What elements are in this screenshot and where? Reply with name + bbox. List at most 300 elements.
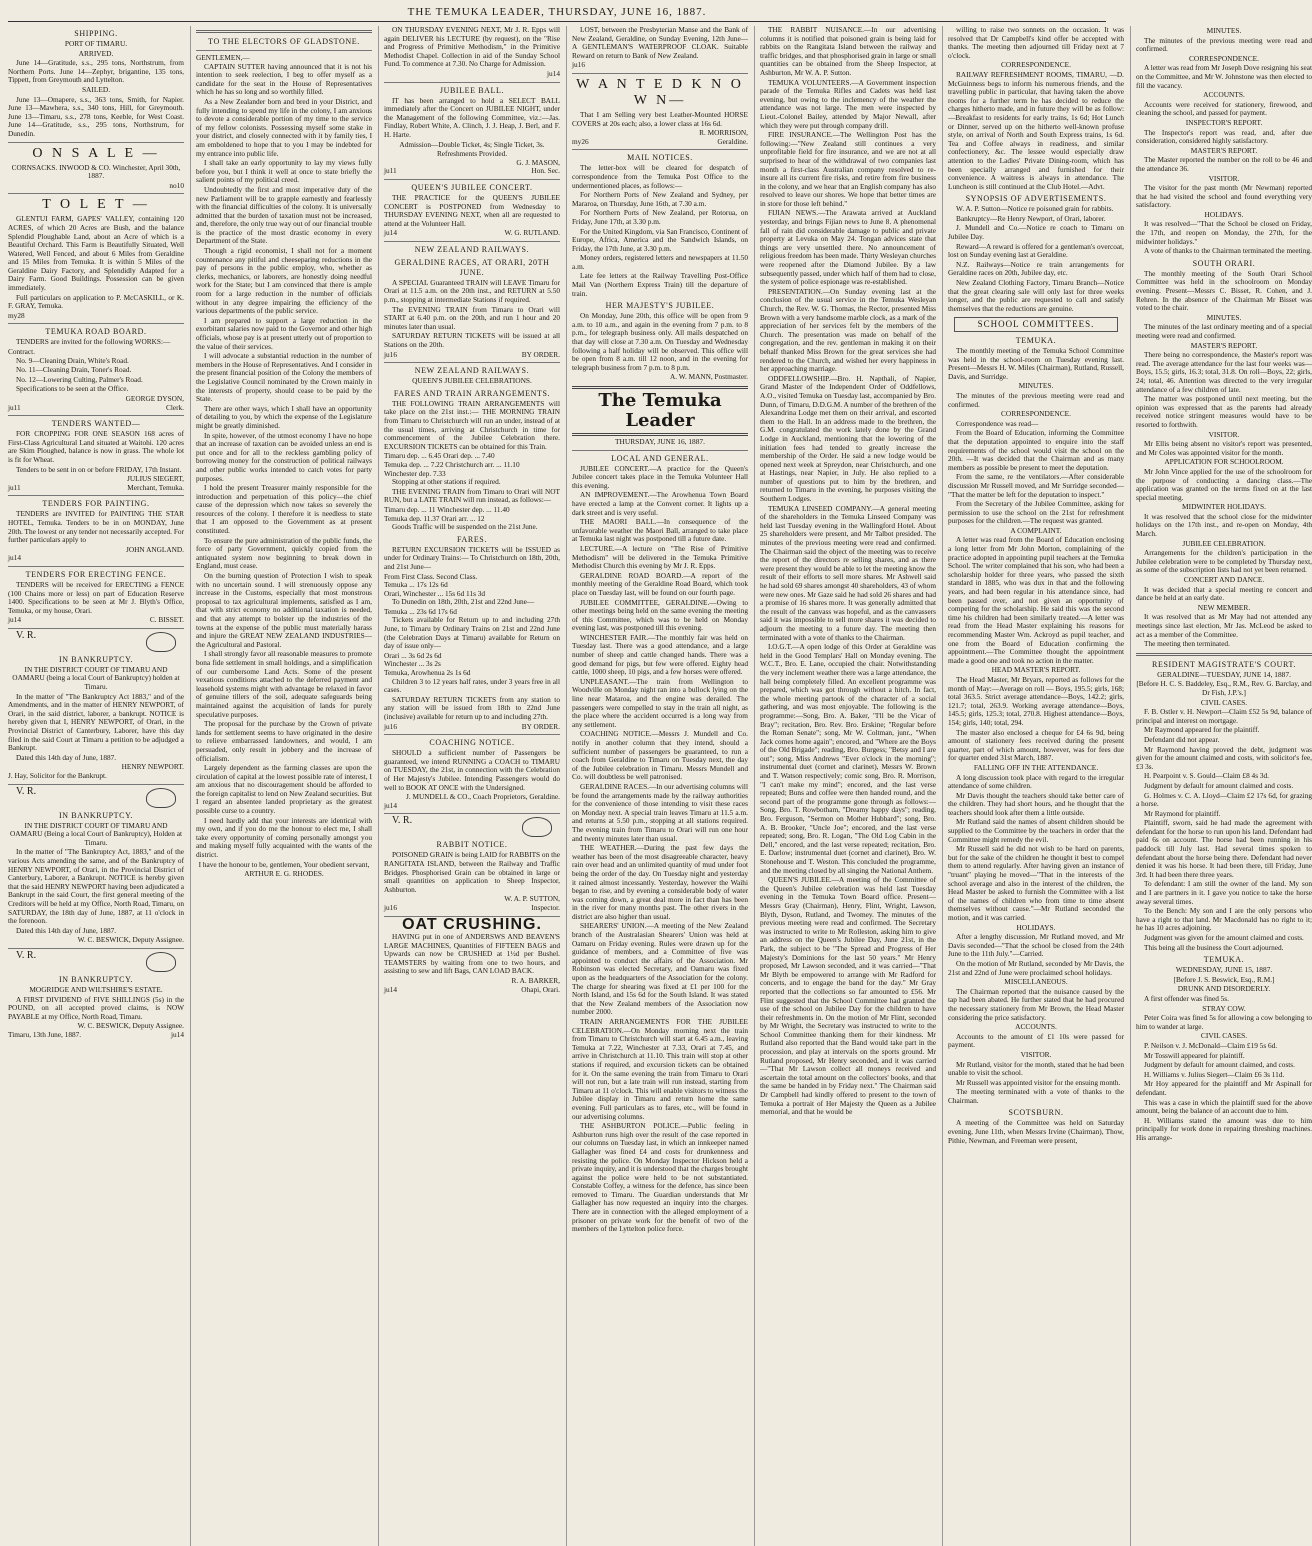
head-master-report-sub: HEAD MASTER'S REPORT.: [991, 665, 1081, 675]
address-para-7: I will advocate a substantial reduction in the number of members in the House of Representatives. And I consider in the present financial position of the Colony the members of the Legislative Council nominated by the Crown mainly in the interests of property, should cease to be paid by the State.: [196, 351, 372, 404]
tolet-body: GLENTUI FARM, GAPES' VALLEY, containing 120 ACRES, of which 20 Acres are Bush, and the balance Splendid Ploughable Land, about an Acre of which is a Beautiful Orchard. This Farm is Beautifully Situated, Well Watered, Well Fenced, and about 6 Miles from Geraldine and 15 Miles from Temuka. It is within 5 Miles of the Geraldine Dairy Factory, and Splendidly Adapted for a Dairy Farm. Good Buildings. Possession can be given immediately.: [8, 214, 184, 293]
misc-sub: MISCELLANEOUS.: [1004, 977, 1068, 987]
races-sign: BY ORDER.: [521, 349, 560, 359]
races-code: ju16: [384, 349, 397, 359]
report-para: The meeting then terminated.: [1144, 639, 1230, 649]
lecture-code: ju14: [547, 68, 560, 78]
master-report-sub: MASTER'S REPORT.: [1190, 145, 1258, 155]
holidays-sub: HOLIDAYS.: [1204, 209, 1244, 219]
address-para-9: In spite, however, of the utmost economy I have no hope that an increase of taxation can be avoided unless an end is put once and for all to the reckless gambling policy of borrowing money for the construction of political railways and other public works intended to catch votes for party purposes.: [196, 430, 372, 483]
wanted-heading: W A N T E D K N O W N—: [576, 76, 744, 108]
bankruptcy-3-estate: MOGRIDGE AND WILTSHIRE'S ESTATE.: [29, 984, 163, 994]
fares2-body: RETURN EXCURSION TICKETS will be ISSUED as under for Ordinary Trains:— To Christchurch on 18th, 20th, and 21st June—: [384, 544, 560, 571]
temuka-school-para: Correspondence was read—: [956, 418, 1039, 428]
wanted-code: my26: [572, 136, 589, 146]
news-item: PRESENTATION.—On Sunday evening last at the conclusion of the usual service in the Temuka Wesleyan Church, the Rev. W. G. Thomas, the Rector, presented Miss Brown with a very handsome marble clock, as a mark of the appreciation of her services felt by the members of the Church. The presentation was made on behalf of the congregation, and the rev. gentleman in making it on their behalf thanked Miss Brown for the great services she had rendered to the Church, and wished her every happiness in her approaching marriage.: [760, 286, 936, 374]
drunk-sub: DRUNK AND DISORDERLY.: [1177, 984, 1271, 994]
address-para-13: I shall strongly favor all reasonable measures to promote bona fide settlement in small holdings, and a simplification of our cumbersome Land Acts. Some of the present vexatious conditions attached to the deferred payment and leasehold systems might with advantage be relaxed in favor of genuine tillers of the soil, adequate safeguards being maintained against the acquisition of lands for purely speculative purposes.: [196, 649, 372, 719]
temuka-school-para: From the Secretary of the Jubilee Committee, asking for permission to use the school on the 21st for refreshment purposes for the children.—The request was granted.: [948, 499, 1124, 526]
court-para: Peter Coira was fined 5s for allowing a cow belonging to him to wander at large.: [1136, 1013, 1312, 1031]
falling-off-para: Mr Russell said he did not wish to be hard on parents, but for the sake of the children he thought it best to compel them to attend regularly. After having given an instance of "truant" playing he moved—"That in the interests of the school average and also in the interest of the children, the Head Master be asked to furnish the Committee with a list of the names of children who from time to time absent themselves without cause."—Mr Rutland seconded the motion, and it was carried.: [948, 844, 1124, 922]
fares-arrangements-heading: FARES AND TRAIN ARRANGEMENTS.: [393, 388, 551, 398]
ball-code: ju11: [384, 166, 397, 176]
tolet-code: my28: [8, 310, 25, 320]
fares-body: THE FOLLOWING TRAIN ARRANGEMENTS will take place on the 21st inst.:— THE MORNING TRAIN from Timaru to Christchurch will run an under, instead of at the usual times, arriving at Christchurch in time for commencement of the Jubilee Celebration there. EXCURSION TICKETS can be obtained for this Train.: [384, 398, 560, 451]
civil-cases-sub: CIVIL CASES.: [1200, 697, 1248, 707]
bankruptcy-3-heading: IN BANKRUPTCY.: [58, 974, 134, 984]
bankruptcy-2-heading: IN BANKRUPTCY.: [58, 810, 134, 820]
address-para-11: To ensure the pure administration of the public funds, the force of party Government, quickly copied from the antiquated system now beginning to break down in England, must cease.: [196, 535, 372, 571]
news-item: FIJIAN NEWS.—The Arawata arrived at Auckland yesterday, and brings Fijian news to June 8. A phenomenal fall of rain did considerable damage to public and private property at Levuka on May 24. Tongan advices state that things are very unsettled there. No announcement of religious freedom has been made. Thirty Wesleyan churches were reopened after the Diamond Jubilee. By a law subsequently passed, under which half of them had to close, the system of police espionage was re-established.: [760, 208, 936, 287]
arrived-list: June 14—Gratitude, s.s., 295 tons, Northstrum, from Northern Ports. June 14—Zephyr, brigantine, 135 tons, Tippett, from Greymouth and Lyttelton.: [8, 58, 184, 85]
bankruptcy-2-body: In the matter of "The Bankruptcy Act, 1883," and of the various Acts amending the same, and of the Bankruptcy of HENRY NEWPORT, of Orari, in the Provincial District of Canterbury, Laborer, a Bankrupt. NOTICE is hereby given that the said HENRY NEWPORT having been adjudicated a Bankrupt in the said Court, the first general meeting of the Creditors will be held at my Office, North Road, Timaru, on SATURDAY, the 18th day of June, 1887, at 11 o'clock in the forenoon.: [8, 847, 184, 926]
roadboard-spec: Specifications to be seen at the Office.: [16, 384, 129, 394]
address-para-4: Undoubtedly the first and most imperative duty of the new Parliament will be to grapple earnestly and fearlessly with the financial difficulties of the colony. It is universally admitted that the burden of taxation must not be increased, and, therefore, the only true way out of our financial trouble is the practice of the most drastic economy in every Department of the State.: [196, 184, 372, 246]
ball-role: Hon. Sec.: [531, 166, 560, 176]
accounts-para: Accounts to the amount of £1 10s were passed for payment.: [948, 1031, 1124, 1050]
head-master-report: The Head Master, Mr Bryars, reported as follows for the month of May:—Average on roll — Boys, 195.5; girls, 168; total 363.5. Strict average attendance—Boys, 142.2; girls, 121.7; total, 263.9. Working average attendance—Boys, 145.5; girls, 125.3; total, 270.8. Highest attendance—Boys, 154; girls, 140; total, 294.: [948, 674, 1124, 727]
electors-address-heading: TO THE ELECTORS OF GLADSTONE.: [208, 37, 360, 46]
rm-court-before: [Before H. C. S. Baddeley, Esq., R.M., Rev. G. Barclay, and Dr Fish, J.P.'s.]: [1136, 679, 1312, 697]
sailed-label: SAILED.: [81, 84, 111, 94]
column-5: [754, 26, 936, 1546]
bankruptcy-1-date: Dated this 14th day of June, 1887.: [16, 752, 117, 762]
royal-crest-icon: [146, 952, 176, 972]
court-para: To the Bench: My son and I are the only persons who have a right to that land. Mr Macdonald has no right to it; he has 10 acres adjoining.: [1136, 906, 1312, 933]
mail-para: For Northern Ports of New Zealand and Sydney, per Mararoa, on Thursday, June 16th, at 7.30 a.m.: [572, 190, 748, 208]
sailed-list: June 13—Omapere, s.s., 363 tons, Smith, for Napier. June 13—Mawhera, s.s., 340 tons, Hill, for Greymouth. June 13—Timaru, s.s., 278 tons, Keeble, for West Coast. June 14—Gratitude, s.s., 295 tons, Northstrum, for Dunedin.: [8, 94, 184, 138]
concert-heading: QUEEN'S JUBILEE CONCERT.: [411, 182, 533, 192]
stray-cow-sub: STRAY COW.: [1202, 1003, 1246, 1013]
wanted-body: That I am Selling very best Leather-Mounted HORSE COVERS at 20s each; also, a lower class at 16s 6d.: [572, 109, 748, 128]
fares-heading: FARES.: [457, 534, 487, 544]
royal-crest-icon: [146, 788, 176, 808]
painting-body: TENDERS are INVITED for PAINTING THE STAR HOTEL, Temuka. Tenders to be in on MONDAY, June 20th. The lowest or any tender not necessarily accepted. For further particulars apply to: [8, 509, 184, 545]
report-para: The visitor for the past month (Mr Newman) reported that he had visited the school and found everything very satisfactory.: [1136, 183, 1312, 210]
report-para: The minutes of the previous meeting were read and confirmed.: [1136, 35, 1312, 54]
correspondence-sub: CORRESPONDENCE.: [1000, 60, 1072, 70]
temuka-school-para: The minutes of the previous meeting were read and confirmed.: [948, 390, 1124, 409]
arrived-label: ARRIVED.: [78, 48, 114, 58]
accounts-sub: ACCOUNTS.: [1203, 90, 1245, 100]
new-member-sub: NEW MEMBER.: [1197, 602, 1251, 612]
jubilee-celebrations-sub: QUEEN'S JUBILEE CELEBRATIONS.: [412, 376, 532, 386]
news-item: TEMUKA LINSEED COMPANY.—A general meeting of the shareholders in the Temuka Linseed Company was held last Tuesday evening in the Wallingford Hotel. About 25 shareholders were present, and Mr Talbot presided. The minutes of the previous meeting were read and confirmed. The Chairman said the object of the meeting was to receive the report of the directors re selling shares, and as there were present they would be able to let the meeting know the result of their efforts to sell more shares. Mr Ashwell said he had sold 69 shares amongst 40 shareholders, 43 of whom were new ones. Mr Gaze said he had sold 26 shares and had a promise of 16 shares more. It was generally admitted that the result of the canvass was hopeful, and as the canvassers said it was impossible to sell more shares it was decided to adjourn the meeting to a future day. The meeting then terminated with a vote of thanks to the Chairman.: [760, 503, 936, 642]
synopsis-item: Bankruptcy—Re Henry Newport, of Orari, laborer.: [956, 213, 1106, 223]
bankruptcy-2-sign: W. C. BESWICK, Deputy Assignee.: [77, 935, 184, 945]
local-item: UNPLEASANT.—The train from Wellington to Woodville on Monday night ran into a bullock lying on the line near Mataroa, and the engine was derailed. The passengers were compelled to stay in the train all night, as the place where the accident occurred is a long way from any settlement.: [572, 676, 748, 729]
master-report-sub: MASTER'S REPORT.: [1190, 340, 1258, 350]
temuka-court-before: [Before J. S. Beswick, Esq., R.M.]: [1173, 974, 1275, 984]
report-para: Mr John Vince applied for the use of the schoolroom for the purpose of conducting a dancing class.—The application was granted on the terms fixed on at the last special meeting.: [1136, 466, 1312, 502]
jubilee-notice-body: On Monday, June 20th, this office will be open from 9 a.m. to 10 a.m., and again in the evening from 7 p.m. to 8 p.m., for telegraph business only. All mails despatched on that day will close at 7.30 a.m. On Tuesday and Wednesday following a half holiday will be observed. This office will be open from 8 a.m. till 12 noon, and in the evening for telegraph business from 7 p.m. to 8 p.m.: [572, 311, 748, 372]
fence-code: ju14: [8, 615, 21, 625]
electors-salutation: GENTLEMEN,—: [196, 53, 250, 62]
tenders-wanted-code: ju11: [8, 482, 21, 492]
report-para: The Master reported the number on the roll to be 46 and the attendance 36.: [1136, 155, 1312, 173]
fence-heading: TENDERS FOR ERECTING FENCE.: [25, 569, 167, 579]
column-6: [942, 26, 1124, 1546]
address-para-1: CAPTAIN SUTTER having announced that it is not his intention to seek reelection, I beg to offer myself as a candidate for the seat in the House of Representatives which he has so long and so worthily filled.: [196, 61, 372, 97]
rabbit-body: POISONED GRAIN is being LAID for RABBITS on the RANGITATA ISLAND, between the Railway and Traffic Bridges. Phosphorised Grain can be obtained in large or small quantities on application to Sheep Inspector, Ashburton.: [384, 850, 560, 894]
falling-off-sub: FALLING OFF IN THE ATTENDANCE.: [973, 762, 1099, 772]
mail-para: For Northern Ports of New Zealand, per Rotorua, on Friday, June 17th, at 3.30 p.m.: [572, 208, 748, 226]
tenders-wanted-body: FOR CROPPING FOR ONE SEASON 168 acres of First-Class Agricultural Land situated at Waitohi. 120 acres are Skim Ploughed, balance is now in grass. The whole lot is fit for Wheat.: [8, 429, 184, 464]
report-para: A vote of thanks to the Chairman terminated the meeting.: [1144, 246, 1312, 256]
races-body: A SPECIAL Guaranteed TRAIN will LEAVE Timaru for Orari at 11.5 a.m. on the 20th inst., and RETURN at 5.50 p.m., stopping at intermediate Stations if required.: [384, 277, 560, 305]
local-item: SHEARERS' UNION.—A meeting of the New Zealand branch of the Australasian Shearers' Union was held at Oamaru on Friday evening. Rules were drawn up for the guidance of members, and a Committee of five was appointed to conduct the affairs of the Association. Mr Robinson was elected Secretary, and Oamaru was fixed upon as the headquarters of the Association for the colony. The charge for shearing was fixed at £1 per 100 for the North Island, and 15s 6d for the South Island. It was stated that the New Zealand members of the Association now number 2000.: [572, 921, 748, 1017]
fares-table-row: Temuka, Arowhenua 2s 1s 6d: [384, 668, 471, 678]
oat-crushing-place: Ohapi, Orari.: [521, 984, 560, 994]
wanted-place: Geraldine.: [717, 136, 748, 146]
fares-table-header: From First Class. Second Class.: [384, 571, 478, 581]
bankruptcy-2-vr: V. R.: [16, 785, 37, 797]
royal-crest-icon: [522, 817, 552, 837]
painting-heading: TENDERS FOR PAINTING.: [42, 499, 150, 509]
local-item: LECTURE.—A lecture on "The Rise of Primitive Methodism" will be delivered in the Temuka Primitive Methodist Church this evening by Mr J. R. Epps.: [572, 543, 748, 571]
scotsburn-para: A meeting of the Committee was held on Saturday evening, June 11th, when Messrs Irvine (Chairman), Thow, Pithie, Newman, and Freeman were present,: [948, 1118, 1124, 1145]
court-para: F. B. Ostler v. H. Newport—Claim £52 5s 9d, balance of principal and interest on mortgage.: [1136, 707, 1312, 725]
shipping-heading: SHIPPING.: [74, 29, 118, 38]
report-para: Arrangements for the children's participation in the Jubilee celebration were to be completed by Thursday next, as some of the subscription lists had not yet been returned.: [1136, 548, 1312, 575]
temuka-court-heading: TEMUKA.: [1203, 955, 1245, 965]
tenders-wanted-heading: TENDERS WANTED—: [51, 419, 141, 429]
head-master-report-2: The master also enclosed a cheque for £4 6s 9d, being amount of stationery fees received during the present quarter, part of which amount, however, was for fees due for quarter ended 31st March, 1887.: [948, 727, 1124, 763]
concert-dance-sub: CONCERT AND DANCE.: [1183, 575, 1265, 585]
report-para: The minutes of the last ordinary meeting and of a special meeting were read and confirmed.: [1136, 322, 1312, 340]
concert-body: THE PRACTICE for the QUEEN'S JUBILEE CONCERT is POSTPONED from Wednesday to THURSDAY EVENING NEXT, when all are requested to attend at the Volunteer Hall.: [384, 192, 560, 228]
complaint-para: A letter was read from the Board of Education enclosing a long letter from Mr John Morton, complaining of the practice adopted in appointing pupil teachers at the Temuka School. The writer complained that his son, who had been a scholarship holder for three years, who passed the sixth standard in 1885, who was dux in that and the following years, and had been regular in his attendance since, had been passed over, and not given an opportunity of competing for the scholarship. He said this was the second time his children had been similarly treated.—A letter was read from the Head Master explaining his reasons for recommending Master Wm. Ackroyd as pupil teacher, and one from the Board of Education confirming the appointment.—The Committee thought the appointment made a good one and took no action in the matter.: [948, 535, 1124, 665]
complaint-sub: A COMPLAINT.: [1010, 525, 1062, 535]
news-item: willing to raise two sonnets on the occasion. It was resolved that Dr Campbell's kind offer be accepted with thanks. The meeting then adjourned till Friday next at 7 o'clock.: [948, 25, 1124, 60]
holidays-para: After a lengthy discussion, Mr Rutland moved, and Mr Davis seconded—"That the school be closed from the 24th June to the 11th July."—Carried.: [948, 932, 1124, 959]
mail-heading: MAIL NOTICES.: [627, 153, 693, 163]
painting-sign: JOHN ANGLAND.: [126, 544, 184, 554]
races-heading: GERALDINE RACES, AT ORARI, 20TH JUNE.: [394, 257, 550, 277]
column-3: [378, 26, 560, 1546]
local-item: AN IMPROVEMENT.—The Arowhenua Town Board have erected a lamp at the Convent corner. It lights up a dark street and is very useful.: [572, 490, 748, 517]
correspondence-sub: CORRESPONDENCE.: [1000, 409, 1072, 419]
report-para: The monthly meeting of the South Orari School Committee was held in the schoolroom on Monday evening. Present—Messrs C. Bisset, R. Cohen, and J. Rehren. In the absence of the Chairman Mr Bisset was voted to the chair.: [1136, 268, 1312, 313]
rm-court-place: GERALDINE—TUESDAY, JUNE 14, 1887.: [1157, 669, 1291, 679]
temuka-school-heading: TEMUKA.: [1015, 336, 1057, 345]
bankruptcy-1-solicitor: J. Hay, Solicitor for the Bankrupt.: [8, 771, 107, 780]
address-sign: ARTHUR E. G. RHODES.: [244, 869, 324, 879]
tenders-wanted-sign: JULIUS SIEGERT,: [127, 474, 184, 484]
timetable-row: Temuka dep. ... 7.22 Christchurch arr. ... 11.10: [384, 459, 520, 469]
saturday-sign: BY ORDER.: [521, 721, 560, 731]
court-para: Mr Tosswill appeared for plaintiff.: [1144, 1050, 1245, 1060]
falling-off-para: Mr Rutland said the names of absent children should be supplied to the Committee by the teachers in order that the Committee might remedy the evil.: [948, 817, 1124, 844]
tenders-wanted-role: Merchant, Temuka.: [127, 482, 184, 492]
fares-table-row: Temuka ... 17s 12s 6d: [384, 580, 448, 590]
news-item: TEMUKA VOLUNTEERS.—A Government inspection parade of the Temuka Rifles and Cadets was held last evening, but owing to the inclemency of the weather the attendance was not large. The men were inspected by Lieut.-Colonel Bailey, attended by Major Newall, after which they were put through company drill.: [760, 77, 936, 130]
concert-code: ju14: [384, 228, 397, 238]
temuka-school-para: From the same, re the ventilators.—After considerable discussion Mr Russell moved, and Mr Surridge seconded— "That the matter be left for the deputation to inspect.": [948, 472, 1124, 499]
bankruptcy-2-date: Dated this 14th day of June, 1887.: [16, 925, 117, 935]
falling-off-para: Mr Davis thought the teachers should take better care of the children. They had short hours, and he thought that the teachers should look after them a little outside.: [948, 790, 1124, 817]
concert-sign: W. G. RUTLAND.: [504, 228, 560, 238]
jubilee-notice-sign: A. W. MANN, Postmaster.: [669, 372, 748, 382]
bankruptcy-3-body: A FIRST DIVIDEND of FIVE SHILLINGS (5s) in the POUND, on all accepted proved claims, is NOW PAYABLE at my Office, North Road, Timaru.: [8, 994, 184, 1021]
report-para: It was resolved—"That the School be closed on Friday, the 17th, and reopen on Monday, the 27th, for the midwinter holidays.": [1136, 219, 1312, 246]
court-para: This was a case in which the plaintiff sued for the above amount, being the balance of an account due to him.: [1136, 1097, 1312, 1116]
address-close: I have the honour to be, gentlemen, Your obedient servant,: [198, 859, 370, 869]
bankruptcy-1-court: IN THE DISTRICT COURT OF TIMARU AND OAMARU (being a local Court of Bankruptcy) holden at Timaru.: [12, 664, 180, 692]
mail-para: Late fee letters at the Railway Travelling Post-Office Mail Van (Northern Express Train) till the departure of train.: [572, 271, 748, 298]
report-para: Accounts were received for stationery, firewood, and cleaning the school, and passed for payment.: [1136, 99, 1312, 118]
court-para: P. Neilson v. J. McDonald—Claim £19 5s 6d.: [1144, 1040, 1278, 1050]
local-item: JUBILEE CONCERT.—A practice for the Queen's Jubilee concert takes place in the Temuka Volunteer Hall this evening.: [572, 463, 748, 490]
court-para: Mr Raymond appeared for the plaintiff.: [1144, 725, 1260, 735]
falling-off-para: A long discussion took place with regard to the irregular attendance of some children.: [948, 772, 1124, 791]
visitor-sub: VISITOR.: [1208, 173, 1240, 183]
report-para: It was decided that a special meeting re concert and dance be held at an early date.: [1136, 584, 1312, 603]
local-item: THE ASHBURTON POLICE.—Public feeling in Ashburton runs high over the result of the case reported in our columns on Tuesday last, in which an innkeeper named Gallagher was fined £4 and costs for drunkenness and resisting the police. On Monday Inspector Hickson held a private inquiry, and it is understood that the charges brought against the police were held to be not substantiated. Constable Coffey, a witness for the defence, has since been removed to Timaru. The Guardian understands that Mr Gallagher has now requested an inquiry into the charges. There are in connection with the alleged employment of a prisoner on private work for the benefit of two of the members of the Lyttelton police force.: [572, 1121, 748, 1234]
bankruptcy-1-sign: HENRY NEWPORT.: [121, 762, 184, 772]
news-item: FIRE INSURANCE.—The Wellington Post has the following:—"New Zealand still continues a very unprofitable field for fire insurance, and we are not at all surprised to hear of the withdrawal of two companies last month a first-class Australian company resolved to re-insure all its current fire risks, and retire from fire business in the colony, and we hear that an English company has also resolved to leave our shores. We hope that better times are in store for those left behind.": [760, 130, 936, 208]
lost-code: ju16: [572, 60, 585, 70]
court-para: H. Williams stated the amount was due to him principally for work done in repairing threshing machines. His arrange-: [1136, 1115, 1312, 1142]
timetable-row: Winchester dep. 7.33: [384, 468, 446, 478]
roadboard-item-1: No. 9—Cleaning Drain, White's Road.: [16, 355, 129, 365]
fares3-body: To Dunedin on 18th, 20th, 21st and 22nd June—: [392, 597, 535, 607]
ball-refresh: Refreshments Provided.: [436, 149, 508, 159]
minutes-sub: MINUTES.: [1018, 381, 1054, 391]
inspector-report-sub: INSPECTOR'S REPORT.: [1185, 117, 1263, 127]
rabbit-vr: V. R.: [392, 815, 413, 827]
court-para: Mr Raymond having proved the debt, judgment was given for the amount claimed and costs, with solicitor's fee, £3 3s.: [1136, 744, 1312, 771]
local-item: COACHING NOTICE.—Messrs J. Mundell and Co. notify in another column that they intend, should a sufficient number of passengers be guaranteed, to run a coach from Geraldine to Timaru on Tuesday next, the day of the Jubilee celebration in Timaru. Messrs Mundell and Co. will doubtless be well patronised.: [572, 729, 748, 782]
news-item: RAILWAY REFRESHMENT ROOMS, TIMARU, —D. McGuinness begs to inform his numerous friends, and the travelling public in particular, that having taken the above rooms for a further term he has decided to reduce the charges hitherto made, and in future they will be as follow:—Breakfast to residents for early trains, 1s 6d; Hot Lunch or Dinner, served up on the hitherto well-known profuse style, on arrival of North and South Express trains, 1s 6d. Tea and Coffee always in readiness, and similar confectionery, &c. The lessee would especially draw attention to the Ladies' Private Dining-room, which has been specially arranged and furnished for their convenience. A waitress is always in attendance. The Luncheon is still continued at the Club Hotel.—Advt.: [948, 69, 1124, 191]
holidays-sub: HOLIDAYS.: [1016, 922, 1056, 932]
bankruptcy-3-date: Timaru, 13th June, 1887.: [8, 1029, 82, 1039]
oat-crushing-code: ju14: [384, 984, 397, 994]
local-item: TRAIN ARRANGEMENTS FOR THE JUBILEE CELEBRATION.—On Monday morning next the train from Timaru to Christchurch will start at 6.45 a.m., leaving Temuka at 7.22, Winchester at 7.33, Orari at 7.45, and arrive in Christchurch at 11.10. This train will stop at other stations if required, and excursion tickets can be obtained for it. On the same evening the train from Timaru to Orari will not run, but a late train will run instead, starting from Timaru at 11 o'clock. This will enable visitors to witness the Jubilee display in Timaru and return home the same evening. Full particulars as to fares, etc., will be found in our advertising columns.: [572, 1017, 748, 1121]
court-para: Plaintiff, sworn, said he had made the agreement with defendant for the horse to run upon his land. Defendant had paid 6s on account. The horse had been running in his paddock till July last. Had several times spoken to defendant about the horse being there. Defendant had never denied it was his horse. It had been there, till Friday, June 3rd. It had been there three years.: [1136, 818, 1312, 879]
news-item: QUEEN'S JUBILEE.—A meeting of the Committee of the Queen's Jubilee celebration was held last Tuesday evening in the Temuka Town Board office. Present—Messrs Gray (Chairman), Henry, Flint, Wright, Lawson, Blyth, Dyson, Rutland, and Twomey. The minutes of the previous meeting were read and confirmed. The Secretary was instructed to write to Mr Rolleston, asking him to give an address on the Queen's Jubilee Day, June 21st, in the Park, the subject to be "The Spread and Progress of Her Majesty's Dominions for the last 50 years." Mr Henry proposed, Mr Lawson seconded, and it was carried—"That Mr Blyth be empowered to arrange with Mr Radford for concerts, and to engage the band for the day." Mr Gray reported that the collections so far amounted to £56. Mr Flint suggested that the School Committee had granted the use of the school on Jubilee Day for the children to have their refreshments in. On the motion of Mr Flint, seconded by Mr Wright, the Secretary was instructed to write to the School Committee thanking them for their kindness. Mr Rutland also reported that the Band would take part in the procession, and play at intervals on the sports ground. Mr Rutland proposed, Mr Henry seconded, and it was carried—"That Mr Lawson collect all moneys received and ascertain the total amount on the collectors' books, and that the same be handed in by Friday next." The Chairman said Dr Campbell had kindly offered to present to the town of Temuka a portrait of Her Majesty the Queen as a Jubilee memorial, and that he would be: [760, 875, 936, 1117]
rabbit-sign: W. A. P. SUTTON,: [504, 894, 560, 904]
coaching-code: ju14: [384, 800, 397, 810]
roadboard-sign: GEORGE DYSON,: [125, 394, 184, 403]
address-para-15: Largely dependent as the farming classes are upon the circulation of capital at the lowest possible rate of interest, I am anxious that no discouragement should be afforded to the foreign capitalist to lend on New Zealand securities. But I regard an absentee landed proprietary as the greatest possible curse to a country.: [196, 763, 372, 816]
columns: [8, 25, 1312, 1546]
local-general-heading: LOCAL AND GENERAL.: [611, 453, 709, 463]
mail-para: For the United Kingdom, via San Francisco, Continent of Europe, Africa, America and the Sandwich Islands, on Friday, the 17th June, at 3.30 p.m.: [572, 226, 748, 253]
court-para: Judgment by default for amount claimed, and costs.: [1144, 1060, 1295, 1070]
court-para: Judgment was given for the amount claimed and costs.: [1144, 933, 1304, 942]
synopsis-item: N.Z. Railways—Notice re train arrangements for Geraldine races on 20th, Jubilee day, etc.: [948, 259, 1124, 278]
news-item: I.O.G.T.—A open lodge of this Order at Geraldine was held in the Good Templars' Hall on Monday evening. The W.C.T., Bro. E. Lane, occupied the chair. Notwithstanding the very inclement weather there was a large attendance, the hall being completely filled. An excellent programme was prepared, which was got through without a hitch. In fact, the whole meeting partook of the character of a social gathering, and was most enjoyable. The following is the programme:—Song, Bro. A. Baker, "I'll be the Vicar of Bray"; recitation, Bro. Rev. Bro. Erskine; "Regular before the Roman Senate"; song, Mr W. Coltman, junr., "When Jack comes home again"; encored, and "Where are the Boys of the Old Brigade"; reading, Bro. Burgess; "Betsy and I are out"; song, Miss Andrews "Ever o'clock in the morning"; instrumental duet (cornet and clarinet), Messrs W. Brown and T. Watson respectively; comic song, Bro. R. Morrison, "I can't make my mind"; encored, and the last verse repeated; Buns and coffee were then handed round, and the second part of the programme gone through as follows:—Song, Bro. T. Rowbotham, "Dreamy happy days"; reading, Bro. Ferguson, "Sermon on Mother Hubbard"; song, Bro. A. B. Brooker, "Uncle Joe"; encored, and the last verse repeated; song, Bro. R. Logan, "The Old Log Cabin in the Dell," encored, and the last verse repeated; recitation, Bro. E. Darlow; instrumental duet (cornet and clarinet), Bro. W. Stonehouse and T. Weston. This concluded the programme, and the meeting closed by all singing the National Anthem.: [760, 642, 936, 875]
tenders-wanted-close: Tenders to be sent in on or before FRIDAY, 17th Instant.: [16, 464, 182, 474]
lecture-body: ON THURSDAY EVENING NEXT, Mr J. R. Epps will again DELIVER his LECTURE (by request), on the "Rise and Progress of Primitive Methodism," in the Primitive Methodist Chapel. Collection in aid of the Sunday School Fund. To commence at 7.30. No Charge for Admission.: [384, 25, 560, 69]
bankruptcy-1-heading: IN BANKRUPTCY.: [58, 654, 134, 664]
court-para: Mr Raymond for plaintiff.: [1144, 808, 1221, 818]
court-para: This being all the business the Court adjourned.: [1144, 942, 1284, 952]
visitor-para: The meeting terminated with a vote of thanks to the Chairman.: [948, 1087, 1124, 1105]
report-para: The matter was postponed until next meeting, but the opinion was expressed that as the parents had already received notice stringent measures would have to be resorted to forthwith.: [1136, 394, 1312, 429]
tolet-title: T O L E T —: [42, 197, 150, 213]
address-para-14: The proposal for the purchase by the Crown of private lands for settlement seems to have originated in the desire to relieve embarrassed landowners, and would, I am persuaded, only result in jobbery and the increase of officialism.: [196, 719, 372, 763]
correspondence-sub: CORRESPONDENCE.: [1188, 53, 1260, 63]
rabbit-code: ju16: [384, 902, 397, 912]
local-item: THE MAORI BALL.—In consequence of the unfavorable weather the Maori Ball, arranged to take place at Temuka last night was postponed till a future date.: [572, 517, 748, 544]
rabbit-heading: RABBIT NOTICE.: [436, 840, 508, 850]
roadboard-heading: TEMUKA ROAD BOARD.: [45, 327, 147, 337]
address-para-3: I shall take an early opportunity to lay my views fully before you, but I think it well at once to state briefly the salient points of my political creed.: [196, 158, 372, 185]
column-1: [8, 26, 184, 1546]
saturday-code: ju16: [384, 721, 397, 731]
address-para-8: There are other ways, which I shall have an opportunity of detailing to you, by which the expense of the Legislature might be greatly diminished.: [196, 403, 372, 430]
ball-admission: Admission—Double Ticket, 4s; Single Ticket, 3s.: [399, 139, 545, 149]
visitor-para: Mr Rutland, visitor for the month, stated that he had been unable to visit the school.: [948, 1059, 1124, 1078]
address-para-2: As a New Zealander born and bred in your District, and fully intending to spend my life in the colony, I am anxious to devote a considerable portion of my time to the service of my fellow colonists. Possessing myself some stake in your district, and closely connected with it by family ties, I am emboldened to hope that to you I may be indebted for my entrance into public life.: [196, 96, 372, 158]
edition-date: THURSDAY, JUNE 16, 1887.: [615, 437, 705, 446]
ball-body: IT has been arranged to hold a SELECT BALL immediately after the Concert on JUBILEE NIGHT, under the Management of the following Committee, viz.:—Jas. Findlay, Robert White, A. Clinch, J. J. Heap, J. Berl, and F. H. Harte.: [384, 95, 560, 139]
temuka-school-para: The monthly meeting of the Temuka School Committee was held in the school-room on Tuesday evening last. Present—Messrs H. W. Miles (Chairman), Rutland, Russell, Davis, and Surridge.: [948, 346, 1124, 381]
column-7: [1130, 26, 1312, 1546]
local-item: GERALDINE ROAD BOARD.—A report of the monthly meeting of the Geraldine Road Board, which took place on Tuesday last, will be found on our fourth page.: [572, 570, 748, 597]
report-para: Mr Ellis being absent no visitor's report was presented, and Mr Coles was appointed visitor for the month.: [1136, 439, 1312, 457]
report-para: The Inspector's report was read, and, after due consideration, considered highly satisfactory.: [1136, 127, 1312, 146]
news-item: THE RABBIT NUISANCE.—In our advertising columns it is notified that poisoned grain is being laid for rabbits on the Rangitata Island between the railway and traffic bridges, and that phosphorised grain in large or small quantities can be obtained from the Sheep Inspector, at Ashburton, Mr W. A. P. Sutton.: [760, 25, 936, 77]
oat-crushing-body: HAVING put in one of ANDERSWS AND BEAVEN'S LARGE MACHINES, Quantities of FIFTEEN BAGS and Upwards can now be CRUSHED at 1½d per Bushel. TEAMSTERS by waiting from one to two hours, and assisting to sew and lift Bags, CAN LOAD BACK.: [384, 932, 560, 976]
roadboard-intro: TENDERS are invited for the following WORKS:—: [16, 337, 171, 347]
bankruptcy-2-court: IN THE DISTRICT COURT OF TIMARU AND OAMARU (Being a local Court of Bankruptcy), Holden at Timaru.: [9, 820, 183, 847]
bankruptcy-3-sign: W. C. BESWICK, Deputy Assignee.: [77, 1021, 184, 1031]
port-heading: PORT OF TIMARU.: [64, 39, 128, 48]
coaching-sign: J. MUNDELL & CO., Coach Proprietors, Geraldine.: [406, 792, 560, 802]
minutes-sub: MINUTES.: [1206, 312, 1242, 322]
address-para-12: On the burning question of Protection I wish to speak with no uncertain sound. I will strenuously oppose any increase in the Customs, especially that most monstrous proposal to tax agricultural implements, satisfied as I am, that with strict economy no additional taxation is needed, and that any attempt to bolster up the industries of the towns at the expense of the public must materially harass and injure the GREAT NEW ZEALAND INDUSTRIES—the Agricultural and Pastoral.: [196, 571, 372, 649]
court-para: H. Williams v. Julius Siegert—Claim £6 3s 11d.: [1144, 1069, 1285, 1079]
column-4: [566, 26, 748, 1546]
onsale-code: no10: [169, 180, 184, 190]
visitor-sub: VISITOR.: [1208, 429, 1240, 439]
onsale-body: CORNSACKS. INWOOD & CO. Winchester, April 30th, 1887.: [11, 162, 181, 181]
fares-table-row: Winchester ... 3s 2s: [384, 659, 441, 669]
fares-table-row: Temuka ... 23s 6d 17s 6d: [384, 606, 457, 616]
coaching-heading: COACHING NOTICE.: [429, 738, 515, 748]
bankruptcy-1-vr: V. R.: [16, 629, 37, 641]
roadboard-item-3: No. 12—Lowering Culting, Palmer's Road.: [16, 374, 143, 384]
jubilee-celebration-sub: JUBILEE CELEBRATION.: [1182, 538, 1266, 548]
civil-cases-sub: CIVIL CASES.: [1200, 1031, 1248, 1041]
synopsis-item: New Zealand Clothing Factory, Timaru Branch—Notice that the great clearing sale will only last for three weeks longer, and the public are requested to call and satisfy themselves that the reductions are genuine.: [948, 278, 1124, 313]
mail-para: Money orders, registered letters and newspapers at 11.50 a.m.: [572, 253, 748, 271]
synopsis-item: Reward—A reward is offered for a gentleman's overcoat, lost on Sunday evening last at Geraldine.: [948, 241, 1124, 260]
accounts-sub: ACCOUNTS.: [1015, 1022, 1057, 1032]
news-item: ODDFELLOWSHIP.—Bro. H. Napthali, of Napier, Grand Master of the Independent Order of Oddfellows, A.O., visited Temuka on Tuesday last, accompanied by Bro. Dunn, of Timaru, D.D.G.M. A number of the brethren of the Alexandrina Lodge met them on their arrival, and escorted them to the Hall. In an address made to the brethren, the G.M. congratulated the work lately done by the Grand Lodge in Auckland, mentioning that the lowering of the initiation fees had tended to greatly increase the membership of the Order. He said a new lodge would be opened next week at Spreydon, near Christchurch, and one at Hastings, near Napier, in July. He also replied to a number of questions put to him by the brethren, and returned to Timaru in the evening, he purposes visiting the Southern Lodges.: [760, 373, 936, 504]
column-2: [190, 26, 372, 1546]
court-para: G. Holmes v. C. A. Lloyd—Claim £2 17s 6d, for grazing a horse.: [1136, 790, 1312, 809]
tolet-apply: Full particulars on application to P. McCASKILL, or K. F. GRAY, Temuka.: [8, 292, 184, 311]
address-para-6: I am prepared to support a large reduction in the exorbitant salaries now paid to the Governor and other high officials, whose pay is at present utterly out of proportion to the value of their services.: [196, 315, 372, 351]
holidays-para: On the motion of Mr Rutland, seconded by Mr Davis, the 21st and 22nd of June were proclaimed school holidays.: [948, 958, 1124, 977]
saturday-return: SATURDAY RETURN TICKETS from any station to any station will be issued from 18th to 22nd June (inclusive) available for return up to and including 27th.: [384, 694, 560, 721]
royal-crest-icon: [146, 632, 176, 652]
ball-heading: JUBILEE BALL.: [439, 85, 505, 95]
fares-goods: Goods Traffic will be suspended on the 21st June.: [392, 522, 538, 532]
railways-1-heading: NEW ZEALAND RAILWAYS.: [414, 244, 530, 254]
fares-table-row: Orari, Winchester ... 15s 6d 11s 3d: [384, 588, 486, 598]
local-item: WINCHESTER FAIR.—The monthly fair was held on Tuesday last. There was a good attendance, and a large number of sheep and cattle changed hands. There was a good demand for pigs, but few were offered. Eighty head cattle, 1000 sheep, 10 pigs, and a few horses were offered.: [572, 632, 748, 677]
fence-body: TENDERS will be received for ERECTING a FENCE (100 Chains more or less) on part of Education Reserve 1400. Specifications to be seen at Mr J. Blyth's Office, Temuka, or my house, Orari.: [8, 579, 184, 615]
local-item: GERALDINE RACES.—In our advertising columns will be found the arrangements made by the railway authorities for the convenience of those intending to visit these races on Monday next. A special train leaves Timaru at 11.5 a.m. and returns at 5.50 p.m., stopping at all stations required. The evening train from Timaru to Orari will run one hour and twenty minutes later than usual.: [572, 781, 748, 843]
roadboard-item-2: No. 11—Cleaning Drain, Toner's Road.: [16, 365, 132, 375]
roadboard-contract: Contract.: [8, 347, 35, 357]
fares4-note: Children 3 to 12 years half rates, under 3 years free in all cases.: [384, 676, 560, 695]
bankruptcy-3-vr: V. R.: [16, 949, 37, 961]
midwinter-holidays-sub: MIDWINTER HOLIDAYS.: [1182, 502, 1266, 512]
court-para: Mr Hoy appeared for the plaintiff and Mr Aspinall for defendant.: [1136, 1079, 1312, 1097]
temuka-court-date: WEDNESDAY, JUNE 15, 1887.: [1175, 965, 1273, 975]
oat-crushing-heading: OAT CRUSHING.: [402, 915, 542, 933]
report-para: A letter was read from Mr Joseph Dove resigning his seat on the Committee, and Mr W. Johnstone was then elected to fill the vacancy.: [1136, 63, 1312, 90]
school-committees-box: SCHOOL COMMITTEES.: [954, 317, 1118, 332]
ball-sign: G. J. MASON,: [516, 157, 560, 167]
late-timetable-row: Temuka dep. 11.37 Orari arr. ... 12: [384, 513, 485, 523]
bankruptcy-3-code: ju14: [171, 1029, 184, 1039]
court-para: To defendant: I am still the owner of the land. My son and I are partners in it. I gave you notice to take the horse away several times.: [1136, 879, 1312, 906]
races-evening: The EVENING TRAIN from Timaru to Orari will START at 6.40 p.m. on the 20th, and run 1 hour and 20 minutes later than usual.: [384, 304, 560, 331]
south-orari-heading: SOUTH ORARI.: [1192, 258, 1256, 268]
court-para: A first offender was fined 5s.: [1144, 993, 1229, 1003]
onsale-title: O N S A L E —: [32, 145, 160, 161]
railways-2-heading: NEW ZEALAND RAILWAYS.: [414, 366, 530, 376]
synopsis-item: J. Mundell and Co.—Notice re coach to Timaru on Jubilee Day.: [948, 223, 1124, 242]
fares-table-row: Orari ... 3s 6d 2s 6d: [384, 650, 442, 660]
visitor-sub: VISITOR.: [1020, 1049, 1052, 1059]
rm-court-heading: RESIDENT MAGISTRATE'S COURT.: [1152, 659, 1296, 669]
coaching-body: SHOULD a sufficient number of Passengers be guaranteed, we intend RUNNING a COACH to TIMARU on TUESDAY, the 21st, in connection with the Celebration of Her Majesty's Jubilee. Intending Passengers would do well to BOOK AT ONCE with the Undersigned.: [384, 748, 560, 792]
misc-para: The Chairman reported that the nuisance caused by the tap had been abated. He further stated that he had procured the necessary stationery from Mr Brown, the Head Master considering the price satisfactory.: [948, 986, 1124, 1022]
timetable-row: Timaru dep. ... 6.45 Orari dep. ... 7.40: [384, 451, 495, 461]
court-para: Judgment by default for amount claimed and costs.: [1144, 780, 1294, 790]
jubilee-notice-heading: HER MAJESTY'S JUBILEE.: [605, 301, 715, 311]
court-para: H. Pearpoint v. S. Gould—Claim £8 4s 3d.: [1144, 771, 1269, 781]
mail-para: The letter-box will be cleared for despatch of correspondence from the Temuka Post Office to the undermentioned places, as follows:—: [572, 163, 748, 190]
painting-code: ju14: [8, 553, 21, 563]
fence-sign: C. BISSET.: [149, 615, 184, 625]
roadboard-role: Clerk.: [165, 402, 184, 412]
report-para: There being no correspondence, the Master's report was read. The average attendance for the last four weeks was—Boys, 15.5; girls, 16.3; total, 31.8. On roll—Boys, 22; girls, 24; total, 46. Attention was directed to the very irregular attendance of a few children of late.: [1136, 350, 1312, 394]
masthead: THE TEMUKA LEADER, THURSDAY, JUNE 16, 1887.: [8, 4, 1106, 22]
visitor-para: Mr Russell was appointed visitor for the ensuing month.: [956, 1077, 1121, 1087]
newspaper-logo: The Temuka Leader: [572, 386, 748, 436]
roadboard-code: ju11: [8, 402, 21, 412]
scotsburn-heading: SCOTSBURN.: [1008, 1108, 1064, 1118]
synopsis-heading: SYNOPSIS OF ADVERTISEMENTS.: [965, 194, 1107, 204]
address-para-16: I need hardly add that your interests are identical with my own, and if you do me the honour to elect me, I shall take every opportunity of coming personally amongst you and making myself fully acquainted with the wants of the district.: [196, 815, 372, 860]
temuka-school-para: From the Board of Education, informing the Committee that the deputation appointed to enquire into the staff requirements of the school would visit the school on the 20th. —It was decided that the Chairman and as many members as possible be present to meet the deputation.: [948, 428, 1124, 472]
local-item: JUBILEE COMMITTEE, GERALDINE.—Owing to other meetings being held on the same evening the meeting of this Committee, which was to be held on Monday evening last, was postponed till this evening.: [572, 597, 748, 633]
rabbit-role: Inspector.: [531, 902, 560, 912]
fares4-body: Tickets available for Return up to and including 27th June, to Timaru by Ordinary Trains on 21st and 22nd June (the Celebration Days at Timaru) available for Return on day of issue only—: [384, 615, 560, 651]
wanted-sign: R. MORRISON,: [699, 128, 748, 138]
minutes-sub: MINUTES.: [1206, 26, 1242, 35]
report-para: It was resolved that the school close for the midwinter holidays on the 17th inst., and re-open on Monday, 4th March.: [1136, 511, 1312, 539]
local-item: THE WEATHER.—During the past few days the weather has been of the most disagreeable character, heavy rain over head and an unlimited quantity of mud under foot being the order of the day. On Tuesday night and yesterday it rained almost incessantly. Yesterday, however the Waihi began to rise, and by evening a considerable body of water was coming down, a great deal more in fact than has been in the river for many months past. The other rivers in the district are also higher than usual.: [572, 843, 748, 921]
races-saturday: SATURDAY RETURN TICKETS will be issued at all Stations on the 20th.: [384, 331, 560, 350]
oat-crushing-sign: R. A. BARKER,: [511, 976, 560, 986]
bankruptcy-1-body: In the matter of "The Bankruptcy Act 1883," and of the Amendments, and in the matter of HENRY NEWPORT, of Orari, in the said district, laborer, a bankrupt. NOTICE is hereby given that I, HENRY NEWPORT, of Orari, in the Provincial District of Canterbury, Laborer, have this day filed in the said Court at Timaru a petition to be adjudged a Bankrupt.: [8, 691, 184, 753]
address-para-10: I hold the present Treasurer mainly responsible for the introduction and perpetuation of this policy—the chief cause of the depression which now takes so severely the resources of the colony. I therefore it is needless to state that I am opposed to the Government as at present constituted.: [196, 483, 372, 536]
synopsis-item: W. A. P. Sutton—Notice re poisoned grain for rabbits.: [956, 204, 1114, 214]
fares-evening: THE EVENING TRAIN from Timaru to Orari will NOT RUN, but a LATE TRAIN will run instead, as follows:—: [384, 486, 560, 505]
report-para: It was resolved that as Mr May had not attended any meetings since last election, Mr Jas. McLeod be asked to act as a member of the Committee.: [1136, 612, 1312, 639]
application-sub: APPLICATION FOR SCHOOLROOM.: [1164, 457, 1284, 467]
